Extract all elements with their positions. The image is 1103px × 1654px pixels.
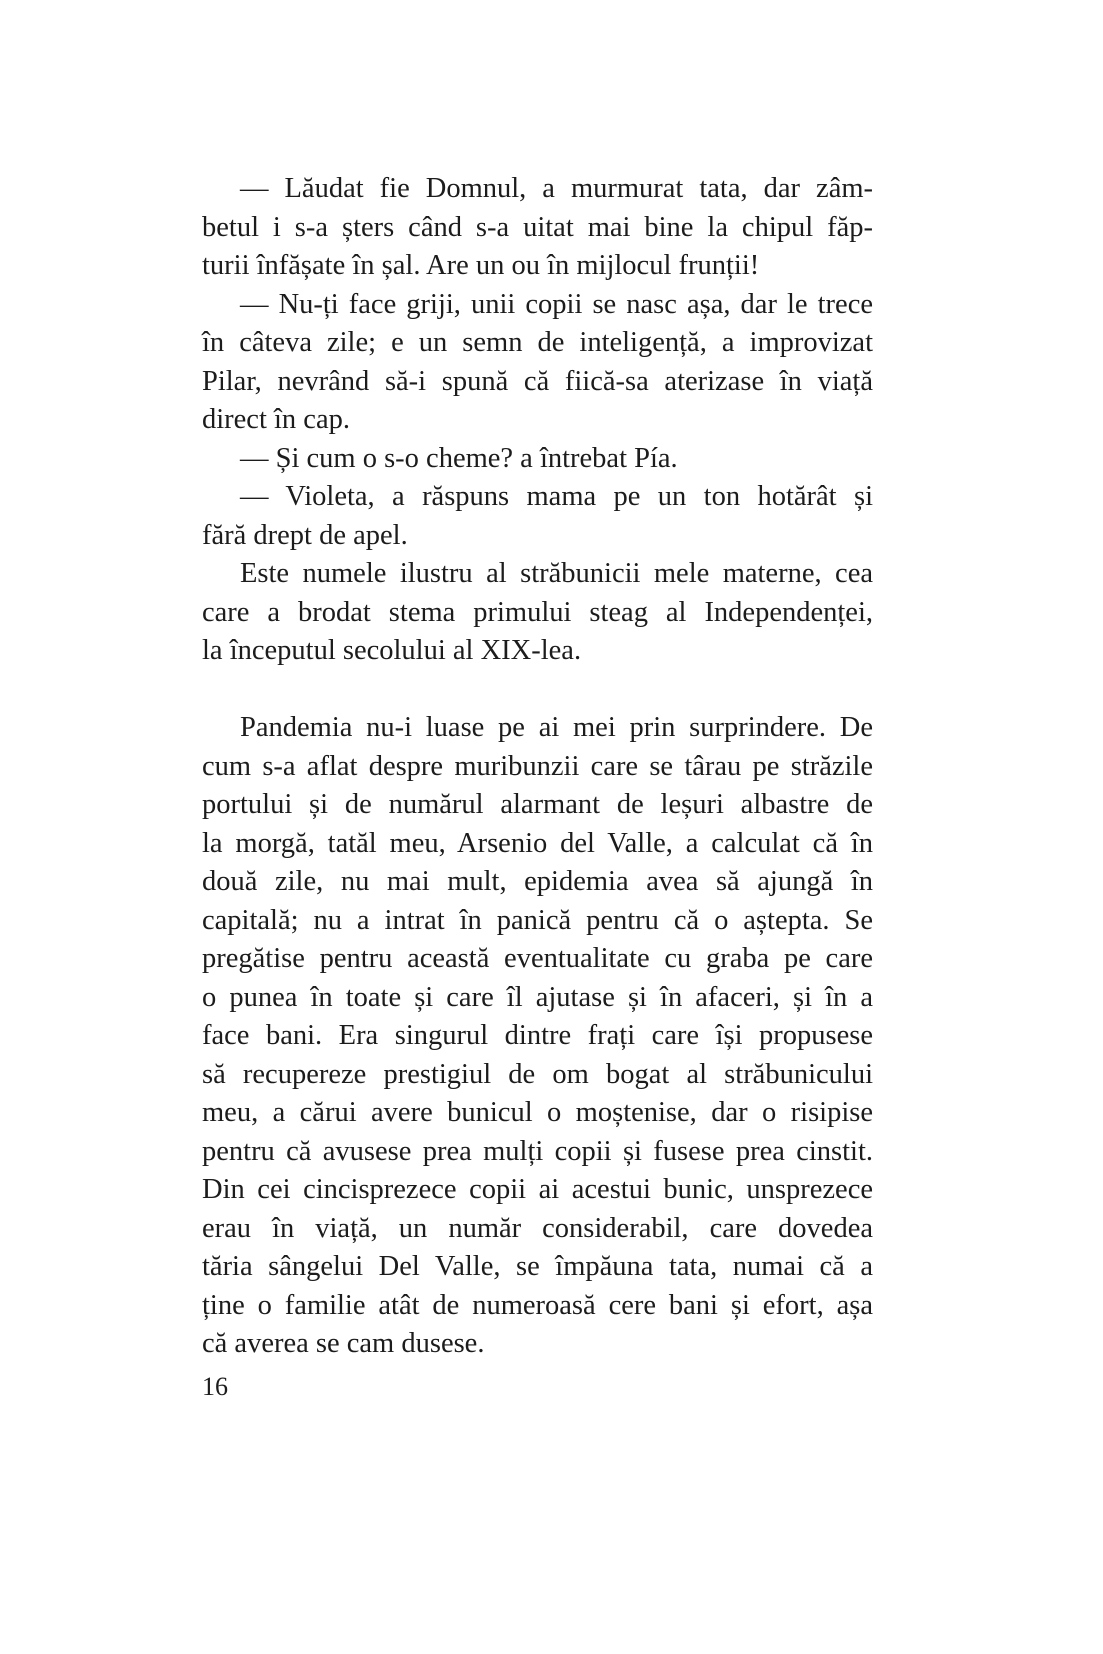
text-line: tăria sângelui Del Valle, se împăuna tata, numai că a xyxy=(202,1251,873,1282)
text-line: Pilar, nevrând să-i spună că fiică-sa aterizase în viață xyxy=(202,365,873,397)
text-line: că averea se cam dusese. xyxy=(202,1328,485,1359)
text-line: meu, a cărui avere bunicul o moștenise, dar o risipise xyxy=(202,1097,873,1128)
text-line: — Nu-ți face griji, unii copii se nasc așa, dar le trece xyxy=(240,288,873,320)
text-line: — Violeta, a răspuns mama pe un ton hotărât și xyxy=(240,481,873,512)
paragraph xyxy=(202,170,873,286)
text-line: ține o familie atât de numeroasă cere bani și efort, așa xyxy=(202,1289,873,1321)
text-line: portului și de numărul alarmant de leșuri albastre de xyxy=(202,789,873,820)
text-line: care a brodat stema primului steag al Independenței, xyxy=(202,596,873,628)
text-line: Este numele ilustru al străbunicii mele materne, cea xyxy=(240,558,873,589)
paragraph xyxy=(202,555,873,671)
text-line: să recupereze prestigiul de om bogat al străbunicului xyxy=(202,1058,873,1090)
paragraph-break xyxy=(202,671,873,710)
text-line: Pandemia nu-i luase pe ai mei prin surprindere. De xyxy=(240,712,873,743)
paragraph xyxy=(202,709,873,1364)
text-line: face bani. Era singurul dintre frați care își propusese xyxy=(202,1020,873,1051)
page-number: 16 xyxy=(202,1372,228,1401)
text-line: fără drept de apel. xyxy=(202,519,408,551)
text-line: Din cei cincisprezece copii ai acestui bunic, unsprezece xyxy=(202,1174,873,1205)
text-line: — Lăudat fie Domnul, a murmurat tata, dar zâm- xyxy=(240,173,873,204)
page-body xyxy=(202,170,873,1364)
text-line: — Și cum o s-o cheme? a întrebat Pía. xyxy=(240,442,678,474)
text-line: capitală; nu a intrat în panică pentru că o aștepta. Se xyxy=(202,904,873,936)
text-line: în câteva zile; e un semn de inteligență, a improvizat xyxy=(202,327,873,358)
text-line: direct în cap. xyxy=(202,404,350,435)
text-line: betul i s-a șters când s-a uitat mai bine la chipul făp- xyxy=(202,211,873,243)
text-line: turii înfășate în șal. Are un ou în mijlocul frunții! xyxy=(202,250,760,281)
paragraph xyxy=(202,440,873,479)
text-line: două zile, nu mai mult, epidemia avea să ajungă în xyxy=(202,866,873,897)
text-line: la morgă, tatăl meu, Arsenio del Valle, a calculat că în xyxy=(202,827,873,859)
text-line: o punea în toate și care îl ajutase și în afaceri, și în a xyxy=(202,981,873,1013)
text-line: erau în viață, un număr considerabil, care dovedea xyxy=(202,1212,873,1244)
text-line: la începutul secolului al XIX-lea. xyxy=(202,635,582,666)
paragraph xyxy=(202,286,873,440)
text-line: cum s-a aflat despre muribunzii care se târau pe străzile xyxy=(202,750,873,782)
paragraph xyxy=(202,478,873,555)
text-line: pregătise pentru această eventualitate cu graba pe care xyxy=(202,943,873,974)
text-line: pentru că avusese prea mulți copii și fusese prea cinstit. xyxy=(202,1135,873,1167)
